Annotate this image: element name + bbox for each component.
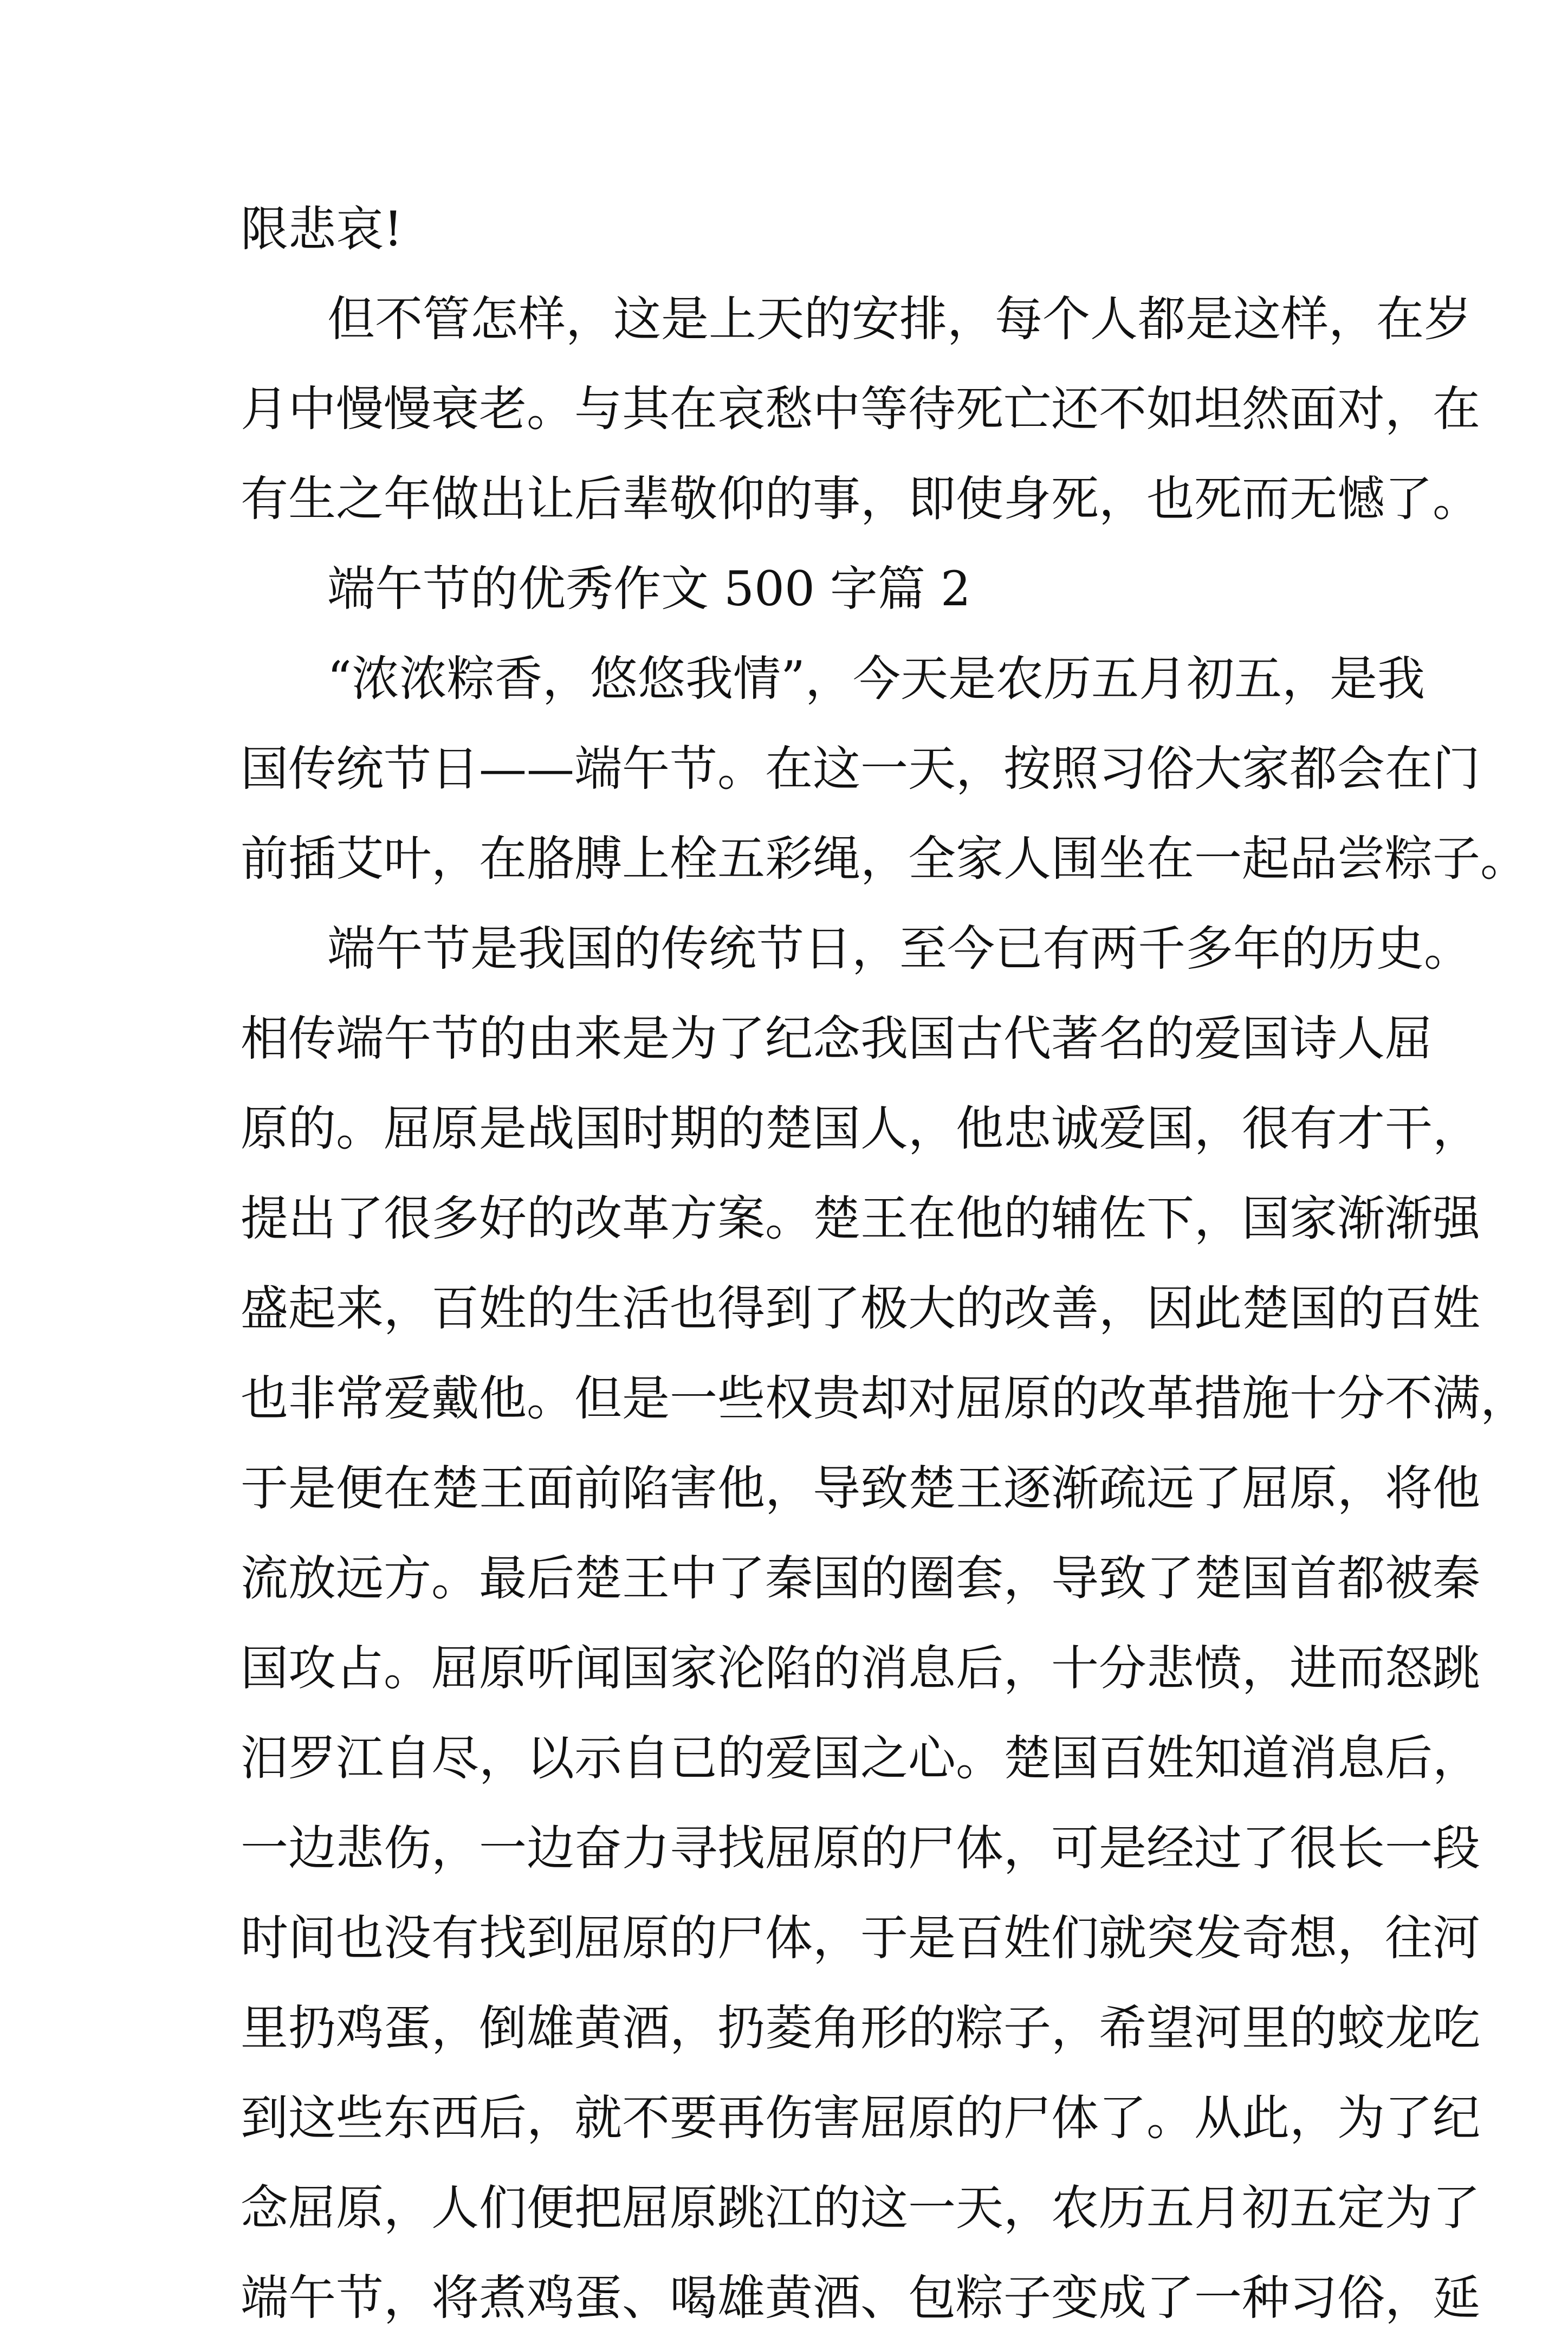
paragraph-start-line: 但不管怎样，这是上天的安排，每个人都是这样，在岁 [327, 291, 1472, 347]
text-line: 到这些东西后，就不要再伤害屈原的尸体了。从此，为了纪 [241, 2090, 1481, 2146]
text-line: 月中慢慢衰老。与其在哀愁中等待死亡还不如坦然面对，在 [241, 381, 1481, 437]
paragraph-start-line: 端午节是我国的传统节日，至今已有两千多年的历史。 [327, 921, 1472, 976]
text-line: 端午节，将煮鸡蛋、喝雄黄酒、包粽子变成了一种习俗，延 [241, 2270, 1481, 2326]
text-line: 限悲哀! [241, 201, 403, 257]
text-line: 里扔鸡蛋，倒雄黄酒，扔菱角形的粽子，希望河里的蛟龙吃 [241, 2000, 1481, 2056]
text-line: 相传端午节的由来是为了纪念我国古代著名的爱国诗人屈 [241, 1011, 1433, 1066]
text-line: 有生之年做出让后辈敬仰的事，即使身死，也死而无憾了。 [241, 471, 1481, 527]
text-line: 流放远方。最后楚王中了秦国的圈套，导致了楚国首都被秦 [241, 1550, 1481, 1606]
text-line: 于是便在楚王面前陷害他，导致楚王逐渐疏远了屈原，将他 [241, 1460, 1481, 1516]
text-line: 前插艾叶，在胳膊上栓五彩绳，全家人围坐在一起品尝粽子。 [241, 831, 1528, 886]
text-line: 国攻占。屈原听闻国家沦陷的消息后，十分悲愤，进而怒跳 [241, 1640, 1481, 1696]
text-line: 汨罗江自尽，以示自已的爱国之心。楚国百姓知道消息后， [241, 1730, 1481, 1786]
text-line: 时间也没有找到屈原的尸体，于是百姓们就突发奇想，往河 [241, 1910, 1481, 1966]
text-line: 也非常爱戴他。但是一些权贵却对屈原的改革措施十分不满， [241, 1370, 1528, 1426]
text-line: 原的。屈原是战国时期的楚国人，他忠诚爱国，很有才干， [241, 1101, 1481, 1156]
document-body [241, 184, 1528, 2343]
section-heading: 端午节的优秀作文 500 字篇 2 [327, 561, 971, 617]
text-line: 提出了很多好的改革方案。楚王在他的辅佐下，国家渐渐强 [241, 1190, 1481, 1246]
text-line: 念屈原，人们便把屈原跳江的这一天，农历五月初五定为了 [241, 2180, 1481, 2236]
text-line: 国传统节日——端午节。在这一天，按照习俗大家都会在门 [241, 741, 1481, 797]
text-line: 一边悲伤，一边奋力寻找屈原的尸体，可是经过了很长一段 [241, 1820, 1481, 1876]
paragraph-start-line: “浓浓粽香，悠悠我情”，今天是农历五月初五，是我 [327, 651, 1425, 707]
text-line: 盛起来，百姓的生活也得到了极大的改善，因此楚国的百姓 [241, 1280, 1481, 1336]
